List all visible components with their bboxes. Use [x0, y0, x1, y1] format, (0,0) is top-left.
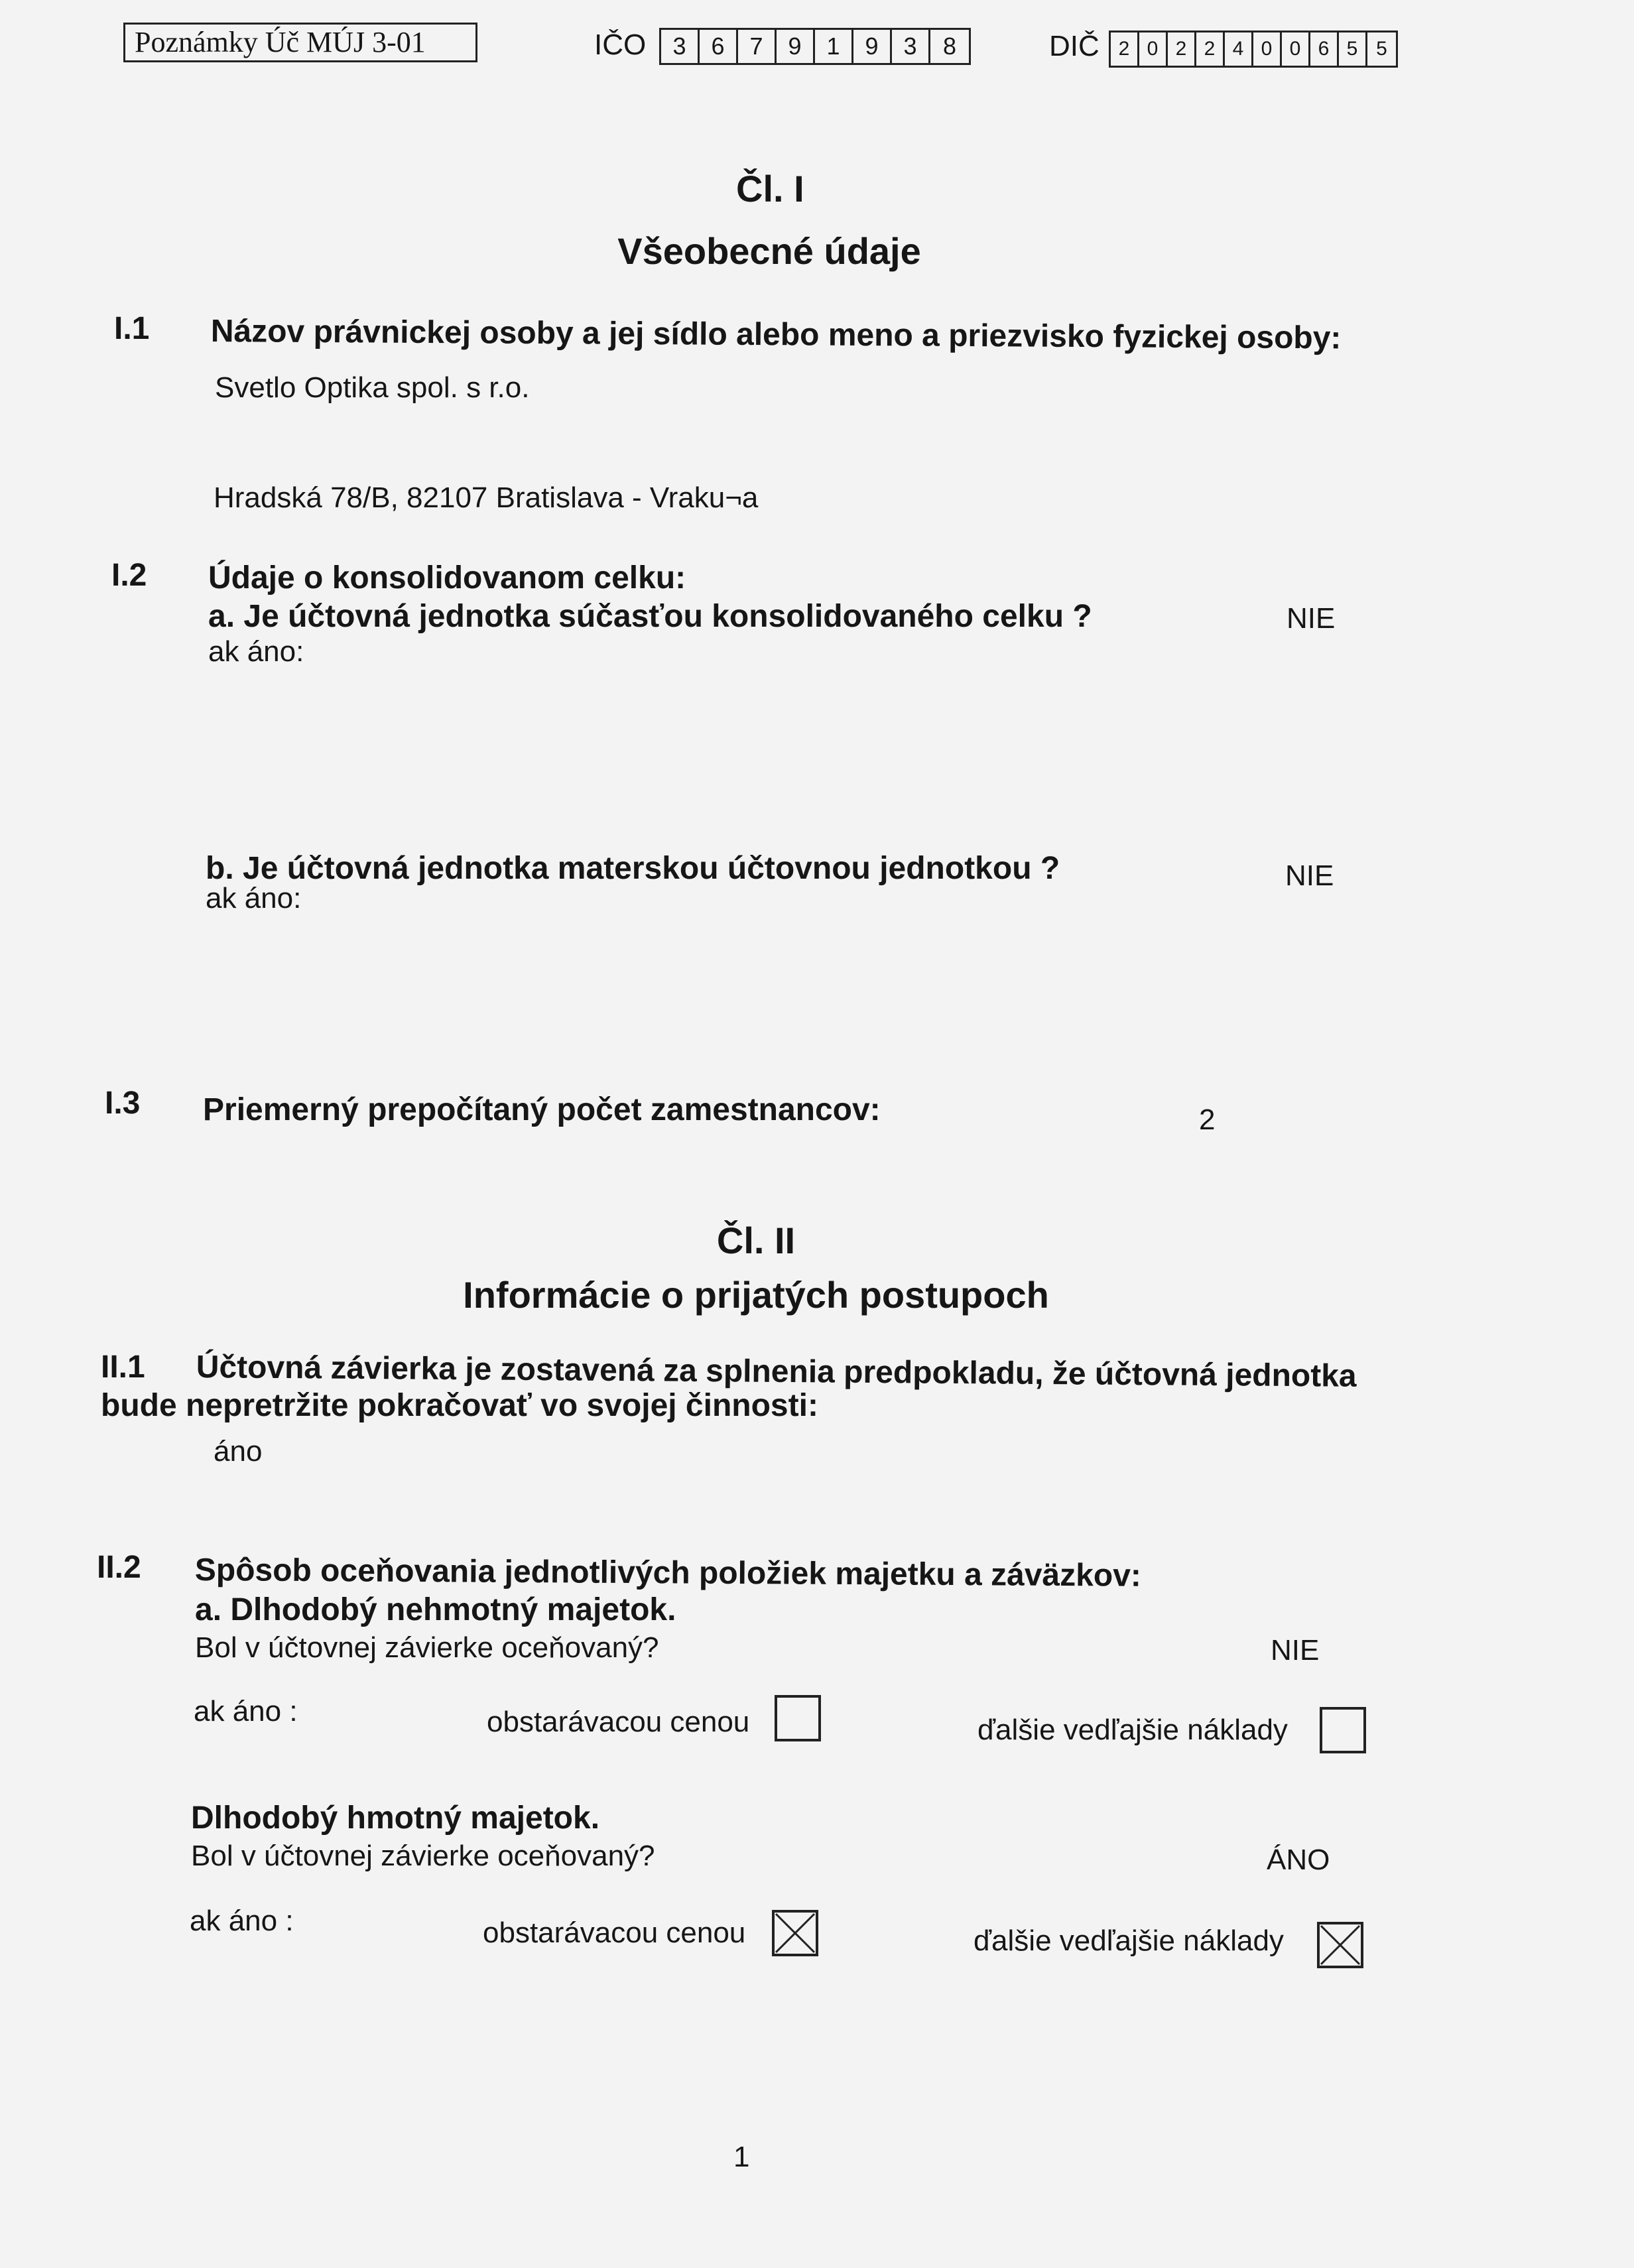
ico-digit: 8 — [942, 32, 957, 60]
ico-digit: 7 — [738, 30, 777, 63]
dic-label: DIČ — [1049, 30, 1100, 62]
ico-digit-boxes — [659, 28, 971, 65]
section-number-2-2: II.2 — [97, 1550, 141, 1585]
ico-digit: 3 — [661, 30, 700, 63]
question-1-3: Priemerný prepočítaný počet zamestnancov: — [203, 1092, 881, 1127]
article2-subtitle: Informácie o prijatých postupoch — [463, 1274, 1049, 1316]
question-1-2a: a. Je účtovná jednotka súčasťou konsolidovaného celku ? — [208, 599, 1092, 634]
ico-label: IČO — [594, 29, 647, 61]
answer-1-2a: NIE — [1287, 602, 1336, 635]
form-id-box — [123, 23, 477, 62]
section-number-1-2: I.2 — [111, 558, 147, 593]
option-label-2-2b-costs: ďalšie vedľajšie náklady — [974, 1924, 1284, 1957]
checkbox-2-2a-costs[interactable] — [1320, 1707, 1366, 1753]
dic-digit: 6 — [1310, 32, 1339, 66]
dic-digit: 4 — [1225, 32, 1253, 66]
answer-2-1: áno — [214, 1435, 263, 1468]
dic-digit: 0 — [1282, 32, 1310, 66]
section-number-1-3: I.3 — [105, 1086, 141, 1121]
page-number: 1 — [733, 2141, 750, 2173]
heading-1-2: Údaje o konsolidovanom celku: — [208, 560, 686, 596]
checkbox-2-2a-acquisition[interactable] — [775, 1695, 821, 1741]
dic-digit: 5 — [1339, 32, 1367, 66]
form-id: Poznámky Úč MÚJ 3-01 — [135, 26, 426, 58]
ifyes-1-2a: ak áno: — [208, 635, 304, 668]
ico-digit: 3 — [892, 30, 930, 63]
checkmark-x-icon — [775, 1913, 816, 1954]
article1-subtitle: Všeobecné údaje — [617, 230, 921, 272]
ifyes-2-2b: ak áno : — [190, 1905, 294, 1937]
subheading-2-2b: Dlhodobý hmotný majetok. — [191, 1800, 600, 1836]
question-1-1: Názov právnickej osoby a jej sídlo alebo meno a priezvisko fyzickej osoby: — [210, 313, 1342, 356]
checkbox-2-2b-acquisition[interactable] — [772, 1910, 818, 1956]
answer-2-2a: NIE — [1271, 1634, 1320, 1667]
statement-2-1-line2: bude nepretržite pokračovať vo svojej činnosti: — [101, 1388, 818, 1423]
heading-2-2: Spôsob oceňovania jednotlivých položiek majetku a záväzkov: — [194, 1552, 1142, 1594]
dic-digit: 0 — [1253, 32, 1282, 66]
section-number-1-1: I.1 — [114, 311, 150, 346]
statement-2-1-line1: Účtovná závierka je zostavená za splnenia predpokladu, že účtovná jednotka — [196, 1350, 1357, 1394]
ico-digit: 9 — [777, 30, 815, 63]
dic-digit: 2 — [1111, 32, 1139, 66]
article2-title: Čl. II — [716, 1220, 796, 1261]
subheading-2-2a: a. Dlhodobý nehmotný majetok. — [195, 1592, 676, 1627]
checkbox-2-2b-costs[interactable] — [1317, 1922, 1363, 1968]
option-label-2-2b-acquisition: obstarávacou cenou — [483, 1917, 746, 1949]
ico-digit: 6 — [700, 30, 738, 63]
entity-address: Hradská 78/B, 82107 Bratislava - Vraku¬a — [214, 481, 759, 514]
ifyes-1-2b: ak áno: — [206, 882, 302, 914]
dic-digit: 0 — [1139, 32, 1168, 66]
question-2-2a: Bol v účtovnej závierke oceňovaný? — [195, 1631, 659, 1664]
dic-digit-boxes — [1109, 31, 1398, 68]
option-label-2-2a-acquisition: obstarávacou cenou — [487, 1706, 750, 1738]
dic-digit: 2 — [1196, 32, 1225, 66]
entity-name: Svetlo Optika spol. s r.o. — [215, 371, 530, 404]
question-2-2b: Bol v účtovnej závierke oceňovaný? — [191, 1840, 655, 1872]
ifyes-2-2a: ak áno : — [194, 1695, 298, 1728]
dic-digit: 5 — [1376, 38, 1387, 60]
option-label-2-2a-costs: ďalšie vedľajšie náklady — [977, 1714, 1288, 1746]
ico-digit: 1 — [815, 30, 853, 63]
dic-digit: 2 — [1168, 32, 1196, 66]
answer-2-2b: ÁNO — [1267, 1844, 1330, 1876]
checkmark-x-icon — [1320, 1924, 1361, 1966]
article1-title: Čl. I — [736, 168, 804, 210]
ico-digit: 9 — [853, 30, 892, 63]
question-1-2b: b. Je účtovná jednotka materskou účtovnou jednotkou ? — [206, 851, 1060, 886]
answer-1-2b: NIE — [1285, 859, 1334, 892]
answer-1-3: 2 — [1199, 1103, 1216, 1136]
section-number-2-1: II.1 — [101, 1350, 145, 1385]
